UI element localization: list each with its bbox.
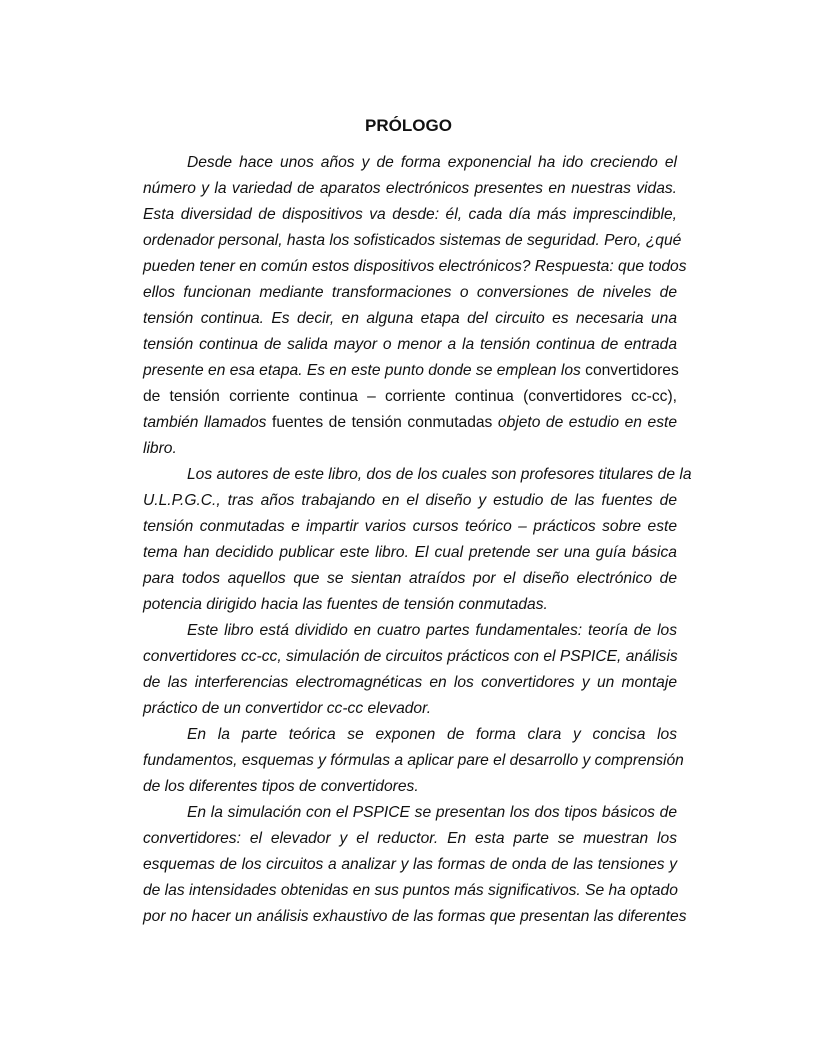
italic-text: tensión conmutadas e impartir varios cursos teórico – prácticos sobre este [143, 518, 677, 535]
text-line [143, 644, 677, 670]
text-line [143, 592, 677, 618]
text-line [143, 904, 687, 930]
regular-text: convertidores [585, 362, 679, 379]
text-line [143, 696, 677, 722]
text-line [143, 202, 677, 228]
text-line [143, 254, 687, 280]
italic-text: de las interferencias electromagnéticas en los convertidores y un montaje [143, 674, 677, 691]
page-title: PRÓLOGO [365, 116, 452, 135]
text-line [143, 280, 677, 306]
text-line [143, 176, 677, 202]
italic-text: tensión continua. Es decir, en alguna etapa del circuito es necesaria una [143, 310, 677, 327]
italic-text: Desde hace unos años y de forma exponencial ha ido creciendo el [187, 154, 677, 171]
italic-text: por no hacer un análisis exhaustivo de las formas que presentan las diferentes [143, 908, 687, 925]
text-line [143, 306, 677, 332]
text-line [143, 384, 677, 410]
paragraph [143, 618, 677, 722]
italic-text: de las intensidades obtenidas en sus puntos más significativos. Se ha optado [143, 882, 678, 899]
paragraph [143, 722, 684, 800]
italic-text: U.L.P.G.C., tras años trabajando en el diseño y estudio de las fuentes de [143, 492, 677, 509]
italic-text: de los diferentes tipos de convertidores. [143, 778, 419, 795]
italic-text: objeto de estudio en este [497, 414, 677, 431]
text-line [143, 774, 677, 800]
italic-text: número y la variedad de aparatos electrónicos presentes en nuestras vidas. [143, 180, 677, 197]
italic-text: Los autores de este libro, dos de los cuales son profesores titulares de la [187, 466, 692, 483]
italic-text: convertidores cc-cc, simulación de circuitos prácticos con el PSPICE, análisis [143, 648, 678, 665]
text-line [143, 514, 677, 540]
italic-text: convertidores: el elevador y el reductor. En esta parte se muestran los [143, 830, 677, 847]
text-line [143, 800, 677, 826]
text-line [143, 878, 677, 904]
italic-text: En la simulación con el PSPICE se presentan los dos tipos básicos de [187, 804, 677, 821]
text-line [143, 410, 677, 436]
regular-text: fuentes de tensión conmutadas [271, 414, 498, 431]
text-line [143, 852, 677, 878]
italic-text: En la parte teórica se exponen de forma clara y concisa los [187, 726, 677, 743]
prologue-body [143, 150, 692, 930]
italic-text: para todos aquellos que se sientan atraídos por el diseño electrónico de [143, 570, 677, 587]
text-line [143, 670, 677, 696]
italic-text: fundamentos, esquemas y fórmulas a aplicar pare el desarrollo y comprensión [143, 752, 684, 769]
text-line [143, 228, 682, 254]
italic-text: libro. [143, 440, 177, 457]
italic-text: ordenador personal, hasta los sofisticados sistemas de seguridad. Pero, ¿qué [143, 232, 682, 249]
italic-text: tema han decidido publicar este libro. El cual pretende ser una guía básica [143, 544, 677, 561]
italic-text: potencia dirigido hacia las fuentes de tensión conmutadas. [143, 596, 548, 613]
italic-text: presente en esa etapa. Es en este punto donde se emplean los [143, 362, 586, 379]
italic-text: pueden tener en común estos dispositivos electrónicos? Respuesta: que todos [143, 258, 687, 275]
text-line [143, 332, 677, 358]
text-line [143, 462, 692, 488]
italic-text: práctico de un convertidor cc-cc elevador. [143, 700, 432, 717]
text-line [143, 722, 677, 748]
paragraph [143, 800, 687, 930]
regular-text: de tensión corriente continua – corriente continua (convertidores cc-cc), [143, 388, 677, 405]
text-line [143, 150, 677, 176]
paragraph [143, 150, 687, 462]
text-line [143, 358, 677, 384]
italic-text: Esta diversidad de dispositivos va desde: él, cada día más imprescindible, [143, 206, 677, 223]
text-line [143, 826, 677, 852]
text-line [143, 436, 677, 462]
italic-text: Este libro está dividido en cuatro partes fundamentales: teoría de los [187, 622, 677, 639]
italic-text: esquemas de los circuitos a analizar y las formas de onda de las tensiones y [143, 856, 677, 873]
text-line [143, 566, 677, 592]
text-line [143, 488, 677, 514]
italic-text: también llamados [143, 414, 272, 431]
text-line [143, 618, 677, 644]
text-line [143, 748, 684, 774]
text-line [143, 540, 677, 566]
italic-text: ellos funcionan mediante transformaciones o conversiones de niveles de [143, 284, 677, 301]
paragraph [143, 462, 692, 618]
italic-text: tensión continua de salida mayor o menor a la tensión continua de entrada [143, 336, 677, 353]
